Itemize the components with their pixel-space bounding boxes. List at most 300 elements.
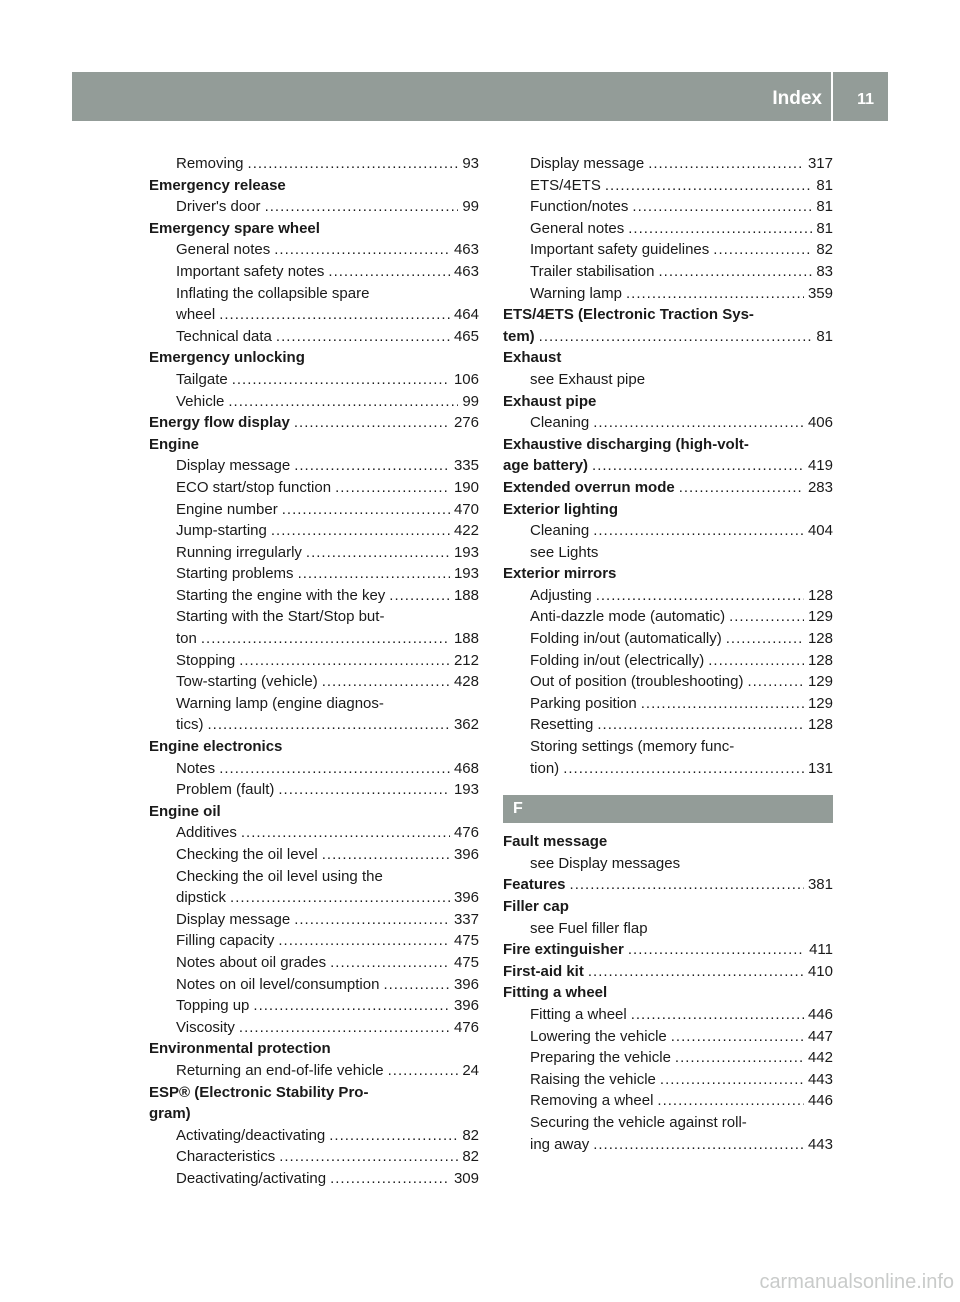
leader-dots <box>239 1017 450 1039</box>
page-reference: 190 <box>453 478 479 496</box>
index-subentry <box>149 283 479 305</box>
page-reference: 359 <box>807 284 833 302</box>
entry-label: Starting problems <box>176 565 294 583</box>
leader-dots <box>239 650 450 672</box>
page-reference: 212 <box>453 651 479 669</box>
index-subentry <box>149 758 479 780</box>
entry-label: Stopping <box>176 651 236 669</box>
entry-label: Fault message <box>503 833 608 851</box>
entry-label: Removing <box>176 155 244 172</box>
entry-label: Removing a wheel <box>530 1092 654 1110</box>
page-reference: 464 <box>453 306 479 324</box>
index-subentry <box>503 1004 833 1026</box>
page-reference: 443 <box>807 1070 833 1088</box>
entry-label: Warning lamp <box>530 284 622 302</box>
leader-dots <box>276 326 450 348</box>
entry-label: wheel <box>176 306 216 324</box>
entry-label: Emergency unlocking <box>149 349 305 367</box>
page-reference: 131 <box>807 759 833 777</box>
page-reference: 93 <box>462 155 479 172</box>
leader-dots <box>597 714 804 736</box>
index-subentry <box>503 671 833 693</box>
leader-dots <box>253 995 450 1017</box>
page-reference: 463 <box>453 262 479 280</box>
index-entry <box>149 1082 479 1104</box>
index-subentry <box>149 369 479 391</box>
entry-label: Activating/deactivating <box>176 1126 326 1144</box>
index-subentry <box>149 628 479 650</box>
page-reference: 81 <box>816 219 833 237</box>
entry-label: Function/notes <box>530 198 629 216</box>
entry-label: Notes on oil level/consumption <box>176 975 380 993</box>
entry-label: Viscosity <box>176 1018 235 1036</box>
entry-label: Starting with the Start/Stop but- <box>176 608 385 626</box>
page-reference: 128 <box>807 586 833 604</box>
index-subentry <box>503 1069 833 1091</box>
index-subentry <box>149 952 479 974</box>
leader-dots <box>282 499 450 521</box>
page-reference: 411 <box>809 941 833 959</box>
page-reference: 82 <box>462 1148 479 1166</box>
index-subentry <box>503 175 833 197</box>
index-subentry <box>503 542 833 564</box>
leader-dots <box>593 520 804 542</box>
index-subentry <box>149 499 479 521</box>
leader-dots <box>278 930 450 952</box>
index-entry <box>503 434 833 456</box>
page-reference: 443 <box>807 1135 833 1153</box>
leader-dots <box>271 520 450 542</box>
page-reference: 188 <box>453 586 479 604</box>
page-reference: 309 <box>453 1169 479 1187</box>
page-reference: 476 <box>453 824 479 842</box>
entry-label: Display message <box>176 910 291 928</box>
leader-dots <box>660 1069 804 1091</box>
leader-dots <box>596 585 804 607</box>
index-entry <box>503 939 833 961</box>
index-subentry <box>149 455 479 477</box>
leader-dots <box>679 477 804 499</box>
index-subentry <box>503 196 833 218</box>
page-reference: 447 <box>807 1027 833 1045</box>
page-reference: 81 <box>816 176 833 194</box>
entry-label: Environmental protection <box>149 1040 331 1058</box>
entry-label: ing away <box>530 1135 590 1153</box>
leader-dots <box>570 874 804 896</box>
entry-label: Notes about oil grades <box>176 953 327 971</box>
entry-label: age battery) <box>503 457 589 475</box>
entry-label: Securing the vehicle against roll- <box>530 1113 747 1131</box>
index-subentry <box>149 326 479 348</box>
entry-label: Warning lamp (engine diagnos- <box>176 694 384 712</box>
page-reference: 446 <box>807 1005 833 1023</box>
leader-dots <box>388 1060 459 1082</box>
entry-label: Parking position <box>530 694 637 712</box>
page-reference: 470 <box>453 500 479 518</box>
page-reference: 419 <box>807 457 833 475</box>
leader-dots <box>539 326 813 348</box>
page-reference: 442 <box>807 1049 833 1067</box>
index-entry <box>503 896 833 918</box>
page-reference: 193 <box>453 543 479 561</box>
entry-label: Additives <box>176 824 237 842</box>
leader-dots <box>241 822 450 844</box>
index-column-left <box>149 153 479 1190</box>
leader-dots <box>322 671 450 693</box>
page-reference: 99 <box>462 198 479 216</box>
leader-dots <box>329 1125 458 1147</box>
index-entry <box>503 982 833 1004</box>
leader-dots <box>641 693 804 715</box>
entry-label: General notes <box>176 241 271 259</box>
entry-label: Filler cap <box>503 898 569 915</box>
index-subentry <box>503 628 833 650</box>
index-entry <box>149 1103 479 1125</box>
leader-dots <box>306 542 450 564</box>
section-header-f: F <box>503 795 833 823</box>
index-subentry <box>149 779 479 801</box>
entry-label: Returning an end-of-life vehicle <box>176 1061 384 1079</box>
entry-label: Emergency release <box>149 176 286 194</box>
index-group-e-continued <box>503 153 833 779</box>
page-reference: 337 <box>453 910 479 928</box>
index-entry <box>503 326 833 348</box>
page-reference: 81 <box>816 327 833 345</box>
entry-label: Important safety guidelines <box>530 241 710 259</box>
index-subentry <box>503 1112 833 1134</box>
index-subentry <box>503 1047 833 1069</box>
entry-label: Cleaning <box>530 414 590 432</box>
page-reference: 396 <box>453 997 479 1015</box>
entry-label: Adjusting <box>530 586 592 604</box>
index-subentry <box>149 1017 479 1039</box>
entry-label: Exhaust pipe <box>503 392 597 410</box>
index-subentry <box>149 1125 479 1147</box>
watermark: carmanualsonline.info <box>759 1271 954 1293</box>
index-entry <box>149 801 479 823</box>
page-reference: 381 <box>807 876 833 894</box>
leader-dots <box>208 714 450 736</box>
entry-label: ton <box>176 630 197 648</box>
index-subentry <box>149 391 479 413</box>
index-subentry <box>503 693 833 715</box>
index-subentry <box>503 918 833 940</box>
leader-dots <box>657 1090 804 1112</box>
index-subentry <box>503 412 833 434</box>
entry-label: ECO start/stop function <box>176 478 332 496</box>
index-entry <box>503 347 833 369</box>
entry-label: gram) <box>149 1105 191 1123</box>
entry-label: Technical data <box>176 327 272 345</box>
index-entry <box>503 874 833 896</box>
leader-dots <box>713 239 812 261</box>
entry-label: Extended overrun mode <box>503 478 675 496</box>
leader-dots <box>278 779 450 801</box>
page-reference: 129 <box>807 608 833 626</box>
entry-label: tem) <box>503 327 535 345</box>
leader-dots <box>588 961 804 983</box>
index-subentry <box>149 671 479 693</box>
index-subentry <box>503 239 833 261</box>
entry-label: Fire extinguisher <box>503 941 624 959</box>
leader-dots <box>201 628 450 650</box>
page-title: Index <box>772 88 822 109</box>
leader-dots <box>294 909 450 931</box>
page-reference: 362 <box>453 716 479 734</box>
index-subentry <box>503 853 833 875</box>
index-subentry <box>503 758 833 780</box>
leader-dots <box>279 1146 458 1168</box>
page-reference: 128 <box>807 716 833 734</box>
leader-dots <box>648 153 804 175</box>
entry-label: Important safety notes <box>176 262 325 280</box>
index-entry <box>503 477 833 499</box>
index-subentry <box>149 1146 479 1168</box>
index-entry <box>149 434 479 456</box>
entry-label: tion) <box>530 759 560 777</box>
index-subentry <box>149 650 479 672</box>
leader-dots <box>383 974 450 996</box>
leader-dots <box>219 758 450 780</box>
entry-label: Tow-starting (vehicle) <box>176 673 318 691</box>
index-subentry <box>503 714 833 736</box>
index-subentry <box>149 585 479 607</box>
index-entry <box>149 218 479 240</box>
page-reference: 422 <box>453 522 479 540</box>
entry-label: see Exhaust pipe <box>530 370 646 388</box>
page-reference: 446 <box>807 1092 833 1110</box>
page-reference: 335 <box>453 457 479 475</box>
index-subentry <box>149 606 479 628</box>
leader-dots <box>322 844 450 866</box>
leader-dots <box>274 239 450 261</box>
entry-label: Resetting <box>530 716 594 734</box>
index-entry <box>503 304 833 326</box>
index-subentry <box>149 887 479 909</box>
page-reference: 193 <box>453 565 479 583</box>
index-subentry <box>149 542 479 564</box>
page-reference: 276 <box>453 414 479 432</box>
entry-label: Deactivating/activating <box>176 1169 327 1187</box>
page-reference: 463 <box>453 241 479 259</box>
index-subentry <box>503 585 833 607</box>
entry-label: Running irregularly <box>176 543 302 561</box>
leader-dots <box>593 412 804 434</box>
leader-dots <box>605 175 812 197</box>
index-subentry <box>503 1134 833 1156</box>
index-entry <box>149 175 479 197</box>
index-subentry <box>149 520 479 542</box>
page-reference: 396 <box>453 975 479 993</box>
page-reference: 128 <box>807 630 833 648</box>
entry-label: Filling capacity <box>176 932 275 950</box>
page-reference: 83 <box>816 262 833 280</box>
page-reference: 129 <box>807 694 833 712</box>
index-entry <box>149 1038 479 1060</box>
page-reference: 468 <box>453 759 479 777</box>
entry-label: Display message <box>176 457 291 475</box>
index-subentry <box>503 283 833 305</box>
entry-label: tics) <box>176 716 204 734</box>
index-entry <box>149 412 479 434</box>
leader-dots <box>230 887 450 909</box>
index-subentry <box>149 974 479 996</box>
leader-dots <box>294 412 450 434</box>
page-number: 11 <box>857 91 874 108</box>
leader-dots <box>294 455 450 477</box>
page-reference: 99 <box>462 392 479 410</box>
leader-dots <box>330 952 450 974</box>
leader-dots <box>563 758 804 780</box>
page-header <box>72 72 888 121</box>
entry-label: ESP® (Electronic Stability Pro- <box>149 1083 369 1101</box>
leader-dots <box>328 261 450 283</box>
leader-dots <box>593 1134 804 1156</box>
entry-label: Characteristics <box>176 1148 276 1166</box>
entry-label: Exhaustive discharging (high-volt- <box>503 435 749 453</box>
page-reference: 410 <box>807 962 833 980</box>
entry-label: ETS/4ETS <box>530 176 601 194</box>
index-subentry <box>503 650 833 672</box>
leader-dots <box>747 671 804 693</box>
page-reference: 475 <box>453 953 479 971</box>
header-divider <box>831 72 833 121</box>
leader-dots <box>298 563 450 585</box>
index-entry <box>149 347 479 369</box>
entry-label: Driver's door <box>176 198 261 216</box>
leader-dots <box>265 196 459 218</box>
entry-label: Engine number <box>176 500 278 518</box>
index-subentry <box>149 844 479 866</box>
page-reference: 428 <box>453 673 479 691</box>
page-reference: 465 <box>453 327 479 345</box>
entry-label: Features <box>503 876 566 894</box>
leader-dots <box>726 628 804 650</box>
entry-label: Storing settings (memory func- <box>530 738 735 756</box>
index-subentry <box>503 736 833 758</box>
page-reference: 283 <box>807 478 833 496</box>
page-reference: 82 <box>462 1126 479 1144</box>
leader-dots <box>626 283 804 305</box>
page-reference: 82 <box>816 241 833 259</box>
entry-label: Engine <box>149 435 200 453</box>
index-subentry <box>149 995 479 1017</box>
entry-label: dipstick <box>176 889 227 907</box>
leader-dots <box>330 1168 450 1190</box>
entry-label: Tailgate <box>176 370 228 388</box>
leader-dots <box>631 1004 804 1026</box>
page-reference: 406 <box>807 414 833 432</box>
leader-dots <box>219 304 450 326</box>
entry-label: Cleaning <box>530 522 590 540</box>
page-reference: 396 <box>453 889 479 907</box>
entry-label: see Fuel filler flap <box>530 919 648 937</box>
index-subentry <box>149 866 479 888</box>
index-subentry <box>503 1026 833 1048</box>
index-subentry <box>503 606 833 628</box>
entry-label: First-aid kit <box>503 962 584 980</box>
index-column-right <box>503 153 833 1155</box>
entry-label: Raising the vehicle <box>530 1070 656 1088</box>
leader-dots <box>708 650 804 672</box>
index-subentry <box>503 153 833 175</box>
entry-label: see Display messages <box>530 854 681 872</box>
entry-label: Checking the oil level using the <box>176 867 383 885</box>
index-subentry <box>503 218 833 240</box>
entry-label: Emergency spare wheel <box>149 219 320 237</box>
index-entry <box>503 961 833 983</box>
index-subentry <box>149 261 479 283</box>
entry-label: Exterior mirrors <box>503 565 617 583</box>
index-subentry <box>503 1090 833 1112</box>
index-subentry <box>503 369 833 391</box>
entry-label: Trailer stabilisation <box>530 262 655 280</box>
index-subentry <box>149 693 479 715</box>
index-group-f <box>503 831 833 1155</box>
leader-dots <box>592 455 804 477</box>
entry-label: Checking the oil level <box>176 846 318 863</box>
page-reference: 193 <box>453 781 479 799</box>
entry-label: Notes <box>176 759 216 777</box>
entry-label: Folding in/out (electrically) <box>530 651 705 669</box>
entry-label: Exterior lighting <box>503 500 619 518</box>
leader-dots <box>335 477 450 499</box>
entry-label: Engine oil <box>149 802 221 820</box>
leader-dots <box>729 606 804 628</box>
page-reference: 81 <box>816 198 833 216</box>
leader-dots <box>671 1026 804 1048</box>
index-entry <box>503 831 833 853</box>
entry-label: Jump-starting <box>176 522 267 540</box>
entry-label: Topping up <box>176 997 250 1015</box>
index-subentry <box>149 196 479 218</box>
index-subentry <box>149 822 479 844</box>
index-subentry <box>149 153 479 175</box>
entry-label: Starting the engine with the key <box>176 586 386 604</box>
index-subentry <box>149 909 479 931</box>
page-reference: 317 <box>807 155 833 172</box>
entry-label: Lowering the vehicle <box>530 1027 667 1045</box>
leader-dots <box>675 1047 804 1069</box>
entry-label: Vehicle <box>176 392 225 410</box>
page-reference: 129 <box>807 673 833 691</box>
entry-label: Display message <box>530 155 645 172</box>
entry-label: Energy flow display <box>149 414 290 432</box>
entry-label: Engine electronics <box>149 738 283 756</box>
entry-label: Exhaust <box>503 349 562 367</box>
index-entry <box>503 499 833 521</box>
index-subentry <box>149 714 479 736</box>
page-reference: 106 <box>453 370 479 388</box>
entry-label: Folding in/out (automatically) <box>530 630 722 648</box>
leader-dots <box>232 369 450 391</box>
page-reference: 24 <box>462 1061 479 1079</box>
index-entry <box>503 391 833 413</box>
entry-label: ETS/4ETS (Electronic Traction Sys- <box>503 306 754 324</box>
entry-label: Preparing the vehicle <box>530 1049 671 1067</box>
page-reference: 128 <box>807 651 833 669</box>
entry-label: see Lights <box>530 543 599 561</box>
leader-dots <box>248 153 459 175</box>
leader-dots <box>628 939 805 961</box>
index-subentry <box>149 1168 479 1190</box>
leader-dots <box>389 585 450 607</box>
index-subentry <box>503 261 833 283</box>
entry-label: Anti-dazzle mode (automatic) <box>530 608 726 626</box>
page-reference: 404 <box>807 522 833 540</box>
entry-label: Problem (fault) <box>176 781 275 799</box>
index-entry <box>503 455 833 477</box>
